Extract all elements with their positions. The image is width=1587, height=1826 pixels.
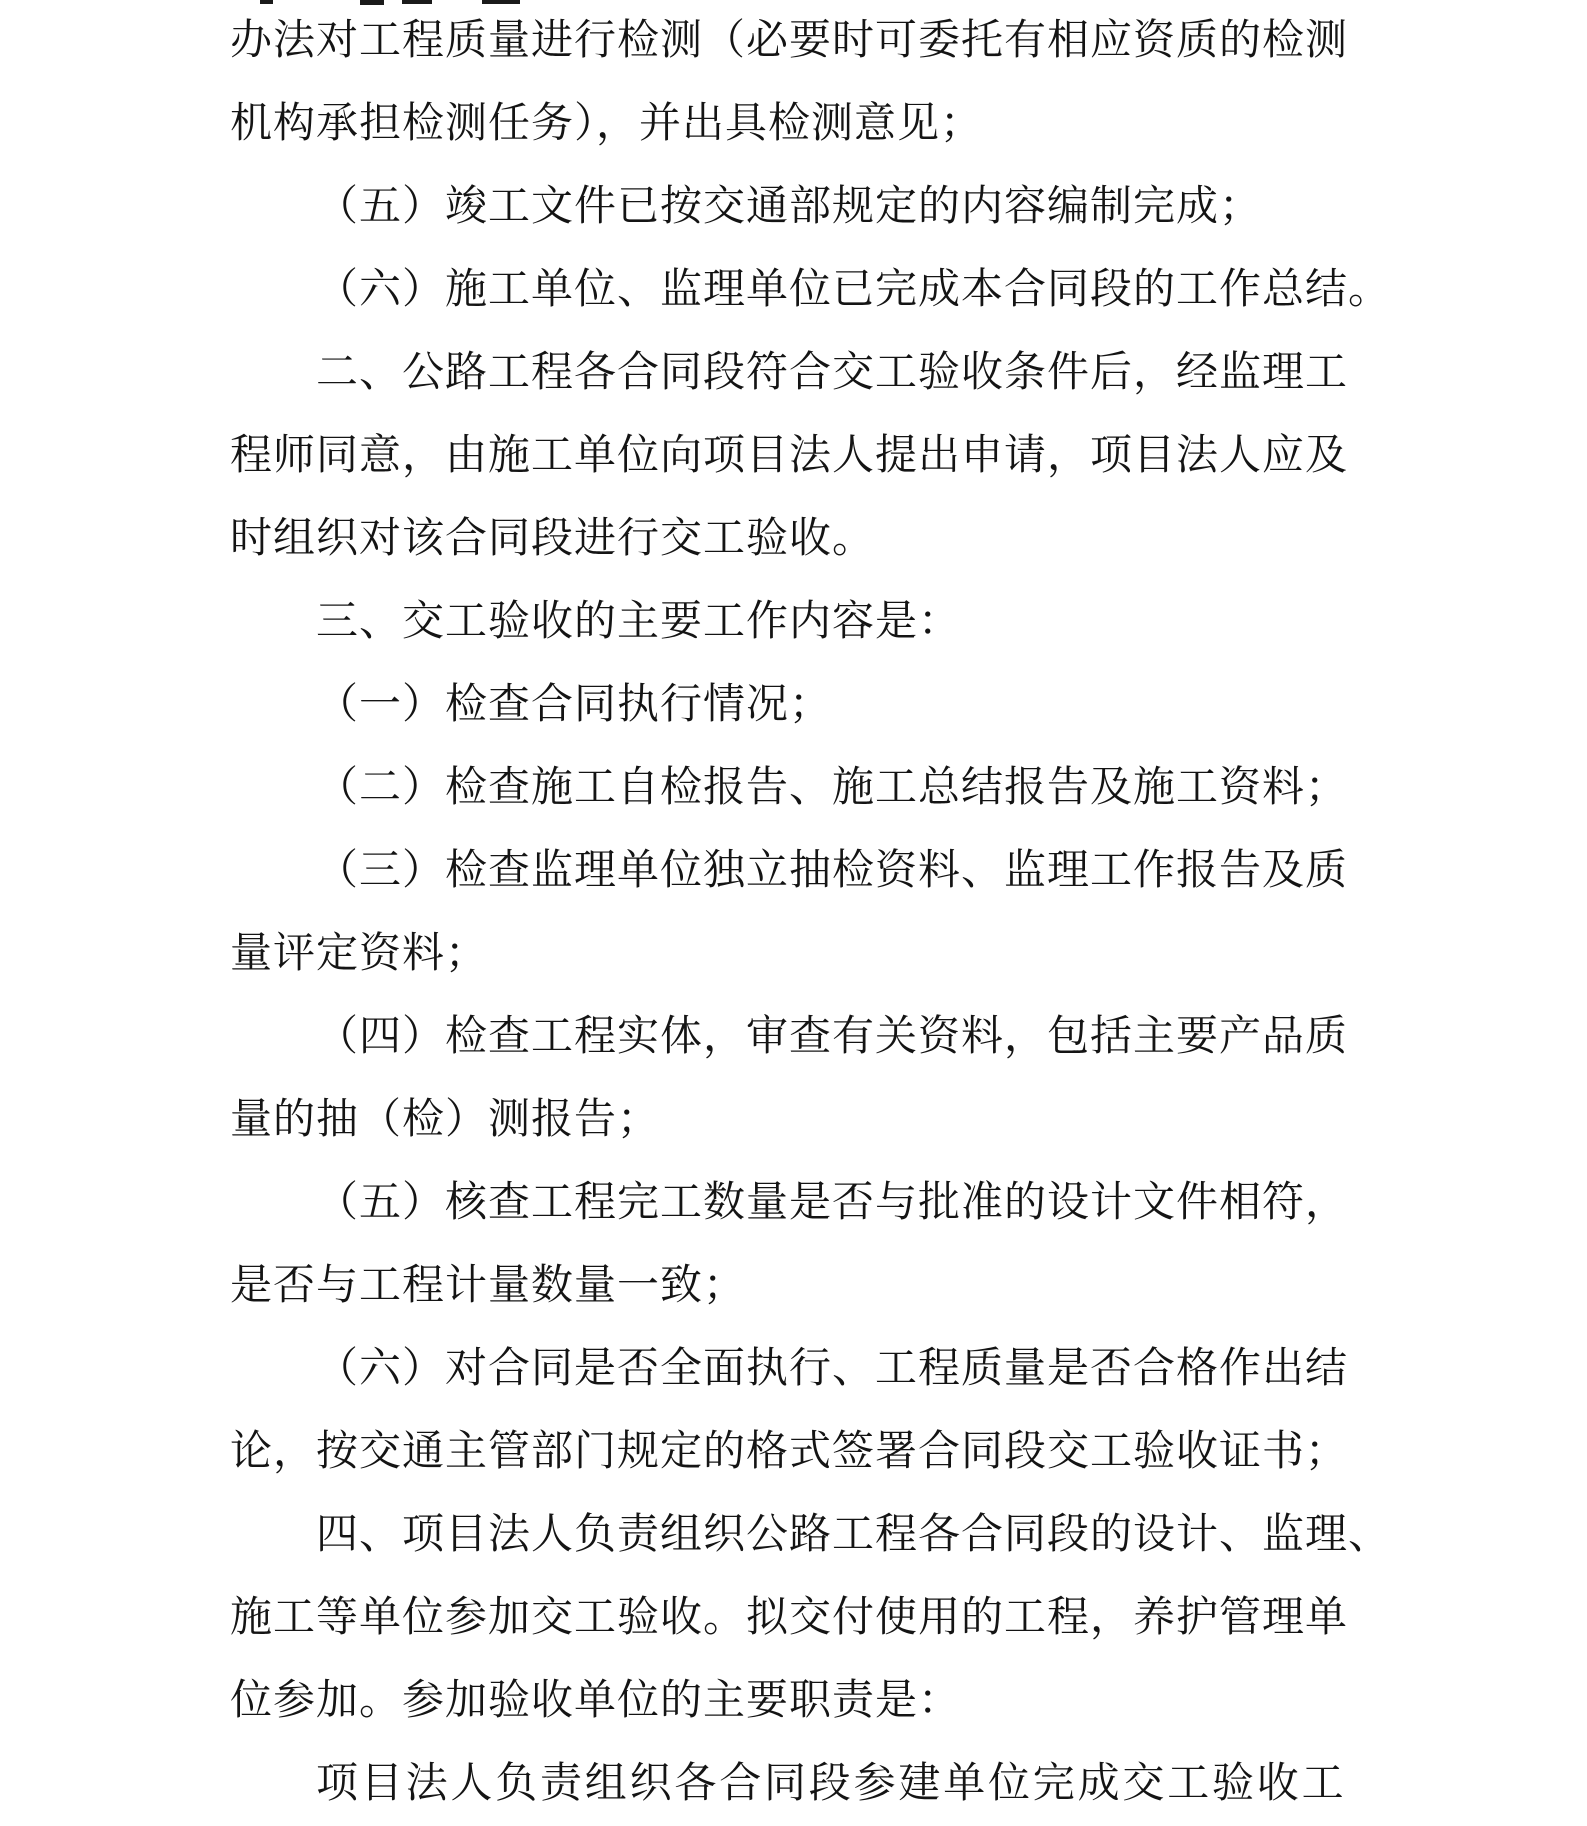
text-line: 三、交工验收的主要工作内容是： [316,599,962,645]
text-line: （三）检查监理单位独立抽检资料、监理工作报告及质 [316,848,1349,894]
text-line: （二）检查施工自检报告、施工总结报告及施工资料； [316,765,1349,811]
text-line: 四、项目法人负责组织公路工程各合同段的设计、监理、 [316,1512,1392,1558]
text-line: 程师同意，由施工单位向项目法人提出申请，项目法人应及 [230,433,1349,479]
text-line: 是否与工程计量数量一致； [230,1263,747,1309]
text-line: 时组织对该合同段进行交工验收。 [230,516,876,562]
text-line: （六）施工单位、监理单位已完成本合同段的工作总结。 [316,267,1392,313]
text-line: 二、公路工程各合同段符合交工验收条件后，经监理工 [316,350,1349,396]
text-line: （一）检查合同执行情况； [316,682,833,728]
document-text-block [230,0,1395,1826]
text-line: （六）对合同是否全面执行、工程质量是否合格作出结 [316,1346,1349,1392]
text-line: 项目法人负责组织各合同段参建单位完成交工验收工 [316,1761,1347,1807]
text-line: 施工等单位参加交工验收。拟交付使用的工程，养护管理单 [230,1595,1349,1641]
text-line: （五）竣工文件已按交通部规定的内容编制完成； [316,184,1263,230]
text-line: （五）核查工程完工数量是否与批准的设计文件相符， [316,1180,1349,1226]
text-line: 位参加。参加验收单位的主要职责是： [230,1678,962,1724]
text-line: 论，按交通主管部门规定的格式签署合同段交工验收证书； [230,1429,1349,1475]
text-line: 机构承担检测任务），并出具检测意见； [230,101,984,147]
text-line: 办法对工程质量进行检测（必要时可委托有相应资质的检测 [230,18,1349,64]
text-line: （四）检查工程实体，审查有关资料，包括主要产品质 [316,1014,1349,1060]
text-line: 量的抽（检）测报告； [230,1097,661,1143]
text-line: 量评定资料； [230,931,489,977]
